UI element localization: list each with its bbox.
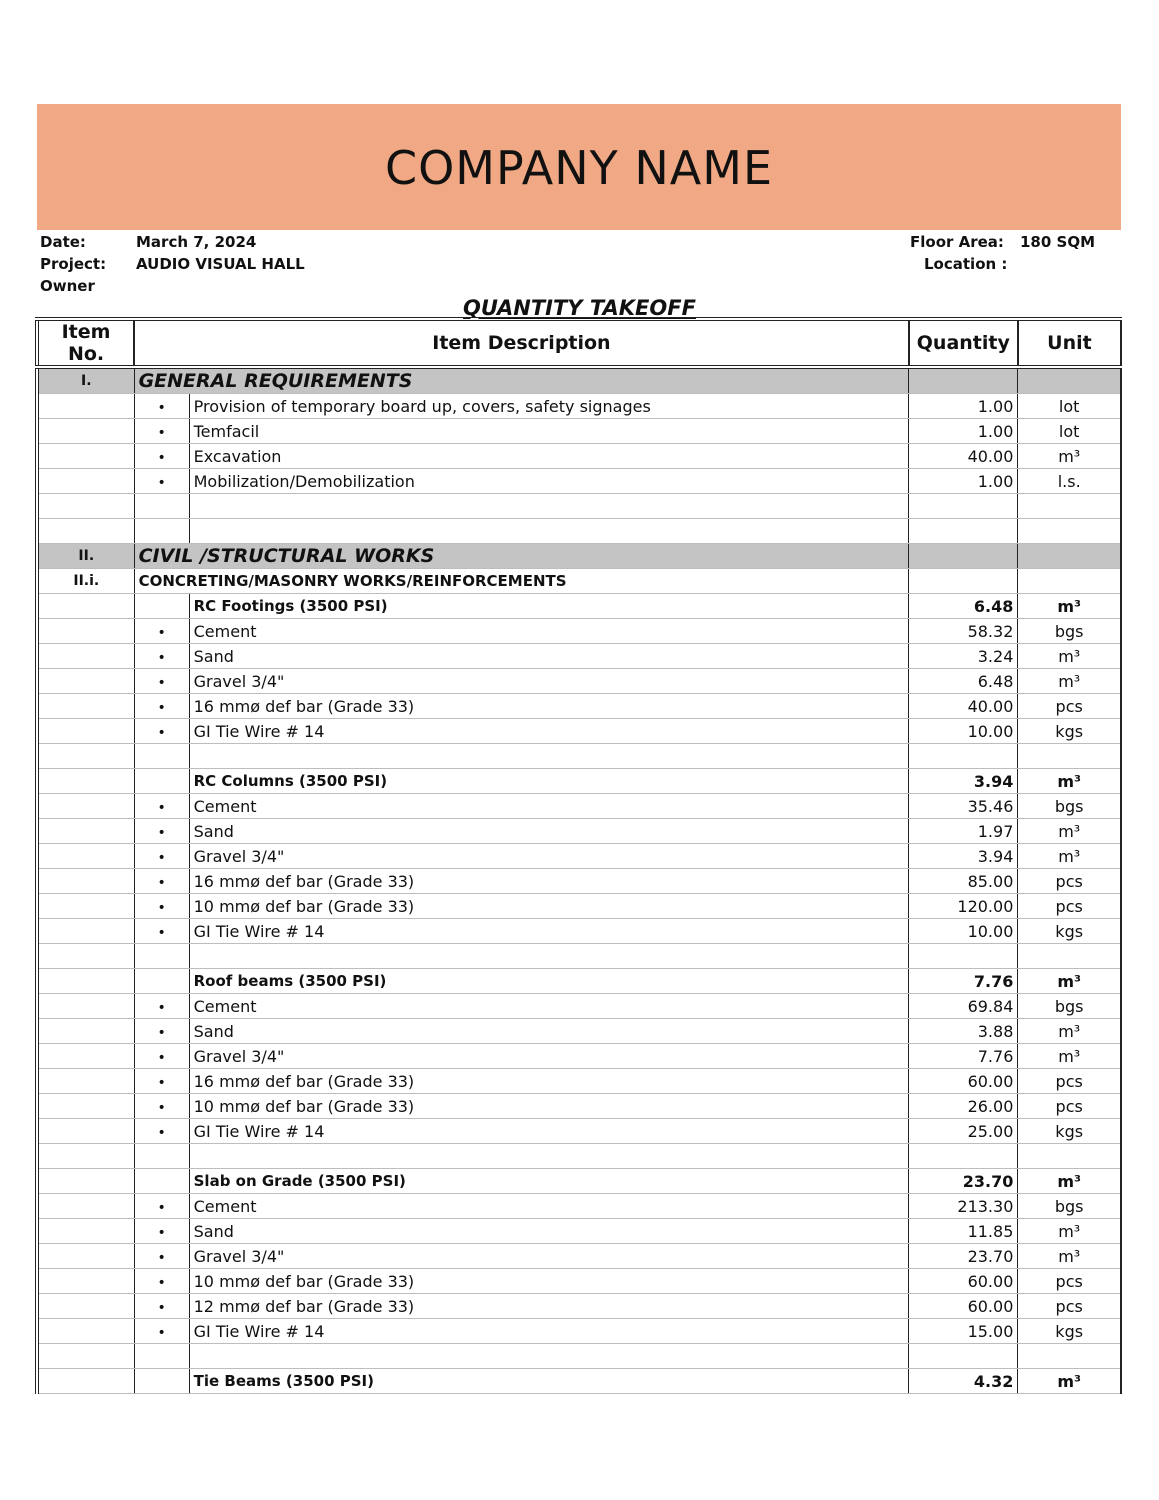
unit-cell: pcs [1018, 1094, 1121, 1119]
bullet-icon: • [157, 924, 166, 941]
bullet-icon: • [157, 399, 166, 416]
table-row [37, 669, 1121, 694]
item-no-cell [37, 1144, 134, 1169]
item-no-cell [37, 444, 134, 469]
item-description: 16 mmø def bar (Grade 33) [189, 869, 909, 894]
item-description: 12 mmø def bar (Grade 33) [189, 1294, 909, 1319]
item-description: Gravel 3/4" [189, 844, 909, 869]
bullet-icon: • [157, 1224, 166, 1241]
quantity-cell: 15.00 [909, 1319, 1018, 1344]
bullet-icon: • [157, 849, 166, 866]
bullet-cell [134, 894, 189, 919]
group-row [37, 1169, 1121, 1194]
table-row [37, 1219, 1121, 1244]
unit-cell: m³ [1018, 594, 1121, 619]
bullet-icon: • [157, 899, 166, 916]
quantity-cell: 26.00 [909, 1094, 1018, 1119]
table-body [37, 367, 1121, 1394]
quantity-cell: 1.00 [909, 469, 1018, 494]
item-no-cell [37, 1269, 134, 1294]
item-description: Cement [189, 794, 909, 819]
item-description: GI Tie Wire # 14 [189, 1319, 909, 1344]
table-row [37, 644, 1121, 669]
bullet-cell [134, 1019, 189, 1044]
quantity-cell [909, 744, 1018, 769]
blank-row [37, 744, 1121, 769]
quantity-cell [909, 569, 1018, 594]
bullet-icon: • [157, 724, 166, 741]
table-row [37, 444, 1121, 469]
floor-area-value: 180 SQM [1020, 233, 1096, 251]
item-description: 16 mmø def bar (Grade 33) [189, 1069, 909, 1094]
item-no-cell [37, 669, 134, 694]
bullet-icon: • [157, 449, 166, 466]
quantity-cell: 1.00 [909, 419, 1018, 444]
item-no-cell [37, 1094, 134, 1119]
item-no-cell [37, 469, 134, 494]
item-no-cell [37, 1294, 134, 1319]
table-header-row [37, 319, 1121, 367]
quantity-cell [909, 367, 1018, 394]
unit-cell: kgs [1018, 1319, 1121, 1344]
unit-cell: lot [1018, 394, 1121, 419]
table-row [37, 1319, 1121, 1344]
bullet-cell [134, 694, 189, 719]
blank-row [37, 1344, 1121, 1369]
item-no-cell [37, 894, 134, 919]
bullet-cell [134, 1294, 189, 1319]
quantity-cell: 3.24 [909, 644, 1018, 669]
quantity-cell: 1.00 [909, 394, 1018, 419]
item-no-cell [37, 1369, 134, 1394]
quantity-cell: 23.70 [909, 1169, 1018, 1194]
group-row [37, 769, 1121, 794]
item-description [189, 494, 909, 519]
item-description [189, 944, 909, 969]
bullet-icon: • [157, 1199, 166, 1216]
item-no-cell [37, 419, 134, 444]
section-title: GENERAL REQUIREMENTS [134, 367, 909, 394]
item-description: Sand [189, 819, 909, 844]
column-header-unit: Unit [1018, 319, 1121, 367]
item-no-cell: I. [37, 367, 134, 394]
bullet-cell [134, 769, 189, 794]
quantity-cell: 6.48 [909, 594, 1018, 619]
item-description: Gravel 3/4" [189, 1044, 909, 1069]
quantity-cell: 60.00 [909, 1294, 1018, 1319]
bullet-cell [134, 819, 189, 844]
item-description: Sand [189, 644, 909, 669]
company-banner [37, 104, 1121, 230]
owner-label: Owner [40, 277, 95, 295]
location-label: Location : [924, 255, 1008, 273]
item-description: Provision of temporary board up, covers, safety signages [189, 394, 909, 419]
item-no-cell [37, 794, 134, 819]
bullet-icon: • [157, 874, 166, 891]
subsection-row [37, 569, 1121, 594]
quantity-cell: 1.97 [909, 819, 1018, 844]
bullet-icon: • [157, 624, 166, 641]
date-label: Date: [40, 233, 86, 251]
unit-cell: pcs [1018, 1294, 1121, 1319]
quantity-cell: 6.48 [909, 669, 1018, 694]
unit-cell: m³ [1018, 844, 1121, 869]
bullet-cell [134, 644, 189, 669]
unit-cell [1018, 944, 1121, 969]
company-name: COMPANY NAME [384, 141, 774, 195]
unit-cell: kgs [1018, 719, 1121, 744]
item-no-cell [37, 1019, 134, 1044]
column-header-quantity: Quantity [909, 319, 1018, 367]
item-description [189, 1144, 909, 1169]
bullet-icon: • [157, 1049, 166, 1066]
quantity-cell [909, 519, 1018, 544]
sheet-title: QUANTITY TAKEOFF [463, 296, 696, 320]
item-description: 10 mmø def bar (Grade 33) [189, 894, 909, 919]
unit-cell [1018, 1144, 1121, 1169]
bullet-cell [134, 1369, 189, 1394]
bullet-cell [134, 519, 189, 544]
item-no-cell [37, 519, 134, 544]
item-no-cell [37, 1219, 134, 1244]
blank-row [37, 519, 1121, 544]
quantity-cell: 35.46 [909, 794, 1018, 819]
unit-cell: pcs [1018, 1069, 1121, 1094]
item-no-cell [37, 744, 134, 769]
bullet-cell [134, 1344, 189, 1369]
unit-cell: bgs [1018, 1194, 1121, 1219]
item-no-cell [37, 594, 134, 619]
item-no-cell [37, 1319, 134, 1344]
project-label: Project: [40, 255, 107, 273]
item-no-cell [37, 694, 134, 719]
section-row [37, 544, 1121, 569]
group-row [37, 969, 1121, 994]
item-no-cell [37, 769, 134, 794]
bullet-cell [134, 1244, 189, 1269]
bullet-cell [134, 594, 189, 619]
bullet-cell [134, 619, 189, 644]
unit-cell: m³ [1018, 444, 1121, 469]
item-description [189, 744, 909, 769]
item-no-cell: II. [37, 544, 134, 569]
group-title: RC Columns (3500 PSI) [189, 769, 909, 794]
bullet-icon: • [157, 1274, 166, 1291]
item-description: Cement [189, 1194, 909, 1219]
column-header-item-no: Item No. [37, 319, 134, 367]
quantity-cell: 4.32 [909, 1369, 1018, 1394]
quantity-cell: 11.85 [909, 1219, 1018, 1244]
unit-cell: m³ [1018, 819, 1121, 844]
table-row [37, 719, 1121, 744]
unit-cell: kgs [1018, 919, 1121, 944]
item-description: Mobilization/Demobilization [189, 469, 909, 494]
bullet-cell [134, 669, 189, 694]
group-row [37, 594, 1121, 619]
bullet-icon: • [157, 424, 166, 441]
bullet-cell [134, 469, 189, 494]
project-value: AUDIO VISUAL HALL [136, 255, 305, 273]
bullet-cell [134, 419, 189, 444]
table-row [37, 869, 1121, 894]
item-no-cell [37, 719, 134, 744]
item-no-cell [37, 1169, 134, 1194]
unit-cell: bgs [1018, 994, 1121, 1019]
item-description: 10 mmø def bar (Grade 33) [189, 1094, 909, 1119]
bullet-cell [134, 1144, 189, 1169]
item-no-cell [37, 994, 134, 1019]
item-no-cell: II.i. [37, 569, 134, 594]
quantity-cell: 60.00 [909, 1269, 1018, 1294]
unit-cell: m³ [1018, 1019, 1121, 1044]
table-row [37, 1019, 1121, 1044]
unit-cell: m³ [1018, 1169, 1121, 1194]
item-no-cell [37, 819, 134, 844]
quantity-cell [909, 944, 1018, 969]
unit-cell: m³ [1018, 669, 1121, 694]
floor-area-label: Floor Area: [910, 233, 1004, 251]
item-description: GI Tie Wire # 14 [189, 1119, 909, 1144]
bullet-icon: • [157, 1249, 166, 1266]
item-no-cell [37, 1194, 134, 1219]
bullet-cell [134, 1044, 189, 1069]
item-no-cell [37, 644, 134, 669]
item-description [189, 1344, 909, 1369]
quantity-cell: 213.30 [909, 1194, 1018, 1219]
quantity-cell: 40.00 [909, 444, 1018, 469]
quantity-cell: 40.00 [909, 694, 1018, 719]
item-description: GI Tie Wire # 14 [189, 719, 909, 744]
bullet-cell [134, 969, 189, 994]
unit-cell: m³ [1018, 969, 1121, 994]
bullet-icon: • [157, 649, 166, 666]
item-description: GI Tie Wire # 14 [189, 919, 909, 944]
quantity-cell: 7.76 [909, 969, 1018, 994]
quantity-cell: 120.00 [909, 894, 1018, 919]
table-row [37, 794, 1121, 819]
unit-cell: kgs [1018, 1119, 1121, 1144]
column-header-item-description: Item Description [134, 319, 909, 367]
item-description: Sand [189, 1019, 909, 1044]
item-description: Gravel 3/4" [189, 1244, 909, 1269]
unit-cell [1018, 544, 1121, 569]
item-description: Cement [189, 994, 909, 1019]
unit-cell: bgs [1018, 619, 1121, 644]
quantity-cell: 3.88 [909, 1019, 1018, 1044]
quantity-cell: 25.00 [909, 1119, 1018, 1144]
quantity-cell: 58.32 [909, 619, 1018, 644]
quantity-cell [909, 1344, 1018, 1369]
bullet-cell [134, 1069, 189, 1094]
bullet-icon: • [157, 799, 166, 816]
bullet-cell [134, 869, 189, 894]
bullet-cell [134, 1319, 189, 1344]
bullet-icon: • [157, 999, 166, 1016]
quantity-takeoff-table [35, 317, 1122, 1394]
group-title: Tie Beams (3500 PSI) [189, 1369, 909, 1394]
table-row [37, 1094, 1121, 1119]
item-no-cell [37, 844, 134, 869]
unit-cell: pcs [1018, 869, 1121, 894]
quantity-cell: 69.84 [909, 994, 1018, 1019]
table-row [37, 1119, 1121, 1144]
date-value: March 7, 2024 [136, 233, 257, 251]
blank-row [37, 494, 1121, 519]
item-no-cell [37, 1344, 134, 1369]
blank-row [37, 944, 1121, 969]
unit-cell: m³ [1018, 1219, 1121, 1244]
section-row [37, 367, 1121, 394]
table-row [37, 1294, 1121, 1319]
bullet-icon: • [157, 1124, 166, 1141]
item-no-cell [37, 1244, 134, 1269]
bullet-icon: • [157, 1074, 166, 1091]
bullet-cell [134, 944, 189, 969]
bullet-icon: • [157, 1024, 166, 1041]
bullet-cell [134, 1219, 189, 1244]
quantity-cell: 60.00 [909, 1069, 1018, 1094]
item-no-cell [37, 869, 134, 894]
group-title: Roof beams (3500 PSI) [189, 969, 909, 994]
item-no-cell [37, 1119, 134, 1144]
unit-cell: m³ [1018, 1044, 1121, 1069]
bullet-cell [134, 844, 189, 869]
table-row [37, 1269, 1121, 1294]
item-description: Gravel 3/4" [189, 669, 909, 694]
unit-cell: pcs [1018, 1269, 1121, 1294]
unit-cell: m³ [1018, 1244, 1121, 1269]
unit-cell [1018, 519, 1121, 544]
group-title: RC Footings (3500 PSI) [189, 594, 909, 619]
unit-cell [1018, 367, 1121, 394]
blank-row [37, 1144, 1121, 1169]
item-no-cell [37, 969, 134, 994]
table-row [37, 844, 1121, 869]
bullet-cell [134, 394, 189, 419]
quantity-cell [909, 1144, 1018, 1169]
quantity-cell: 3.94 [909, 769, 1018, 794]
item-no-cell [37, 619, 134, 644]
quantity-cell: 3.94 [909, 844, 1018, 869]
item-no-cell [37, 944, 134, 969]
table-row [37, 469, 1121, 494]
unit-cell: m³ [1018, 769, 1121, 794]
unit-cell: pcs [1018, 694, 1121, 719]
table-row [37, 894, 1121, 919]
bullet-cell [134, 1119, 189, 1144]
bullet-icon: • [157, 1324, 166, 1341]
table-row [37, 1194, 1121, 1219]
section-title: CIVIL /STRUCTURAL WORKS [134, 544, 909, 569]
bullet-cell [134, 1269, 189, 1294]
unit-cell: m³ [1018, 1369, 1121, 1394]
bullet-cell [134, 444, 189, 469]
quantity-cell [909, 544, 1018, 569]
quantity-cell [909, 494, 1018, 519]
bullet-cell [134, 494, 189, 519]
unit-cell: lot [1018, 419, 1121, 444]
quantity-cell: 7.76 [909, 1044, 1018, 1069]
unit-cell: l.s. [1018, 469, 1121, 494]
bullet-icon: • [157, 824, 166, 841]
unit-cell: pcs [1018, 894, 1121, 919]
item-description: 10 mmø def bar (Grade 33) [189, 1269, 909, 1294]
bullet-icon: • [157, 474, 166, 491]
table-row [37, 1069, 1121, 1094]
item-no-cell [37, 1069, 134, 1094]
item-description: Temfacil [189, 419, 909, 444]
table-row [37, 694, 1121, 719]
unit-cell [1018, 494, 1121, 519]
item-description: Sand [189, 1219, 909, 1244]
bullet-cell [134, 1169, 189, 1194]
quantity-cell: 23.70 [909, 1244, 1018, 1269]
item-description: Excavation [189, 444, 909, 469]
table-row [37, 994, 1121, 1019]
subsection-title: CONCRETING/MASONRY WORKS/REINFORCEMENTS [134, 569, 909, 594]
table-row [37, 419, 1121, 444]
group-row [37, 1369, 1121, 1394]
group-title: Slab on Grade (3500 PSI) [189, 1169, 909, 1194]
bullet-cell [134, 1094, 189, 1119]
table-row [37, 1044, 1121, 1069]
bullet-cell [134, 719, 189, 744]
bullet-cell [134, 1194, 189, 1219]
bullet-icon: • [157, 699, 166, 716]
table-row [37, 619, 1121, 644]
item-no-cell [37, 494, 134, 519]
item-no-cell [37, 1044, 134, 1069]
unit-cell [1018, 569, 1121, 594]
quantity-cell: 10.00 [909, 919, 1018, 944]
item-description: Cement [189, 619, 909, 644]
bullet-cell [134, 794, 189, 819]
unit-cell: m³ [1018, 644, 1121, 669]
bullet-cell [134, 744, 189, 769]
item-description: 16 mmø def bar (Grade 33) [189, 694, 909, 719]
table-row [37, 819, 1121, 844]
bullet-cell [134, 994, 189, 1019]
quantity-cell: 85.00 [909, 869, 1018, 894]
quantity-cell: 10.00 [909, 719, 1018, 744]
bullet-icon: • [157, 1299, 166, 1316]
item-description [189, 519, 909, 544]
table-row [37, 394, 1121, 419]
unit-cell [1018, 1344, 1121, 1369]
table-row [37, 1244, 1121, 1269]
bullet-icon: • [157, 1099, 166, 1116]
bullet-cell [134, 919, 189, 944]
unit-cell: bgs [1018, 794, 1121, 819]
item-no-cell [37, 394, 134, 419]
table-row [37, 919, 1121, 944]
unit-cell [1018, 744, 1121, 769]
bullet-icon: • [157, 674, 166, 691]
item-no-cell [37, 919, 134, 944]
